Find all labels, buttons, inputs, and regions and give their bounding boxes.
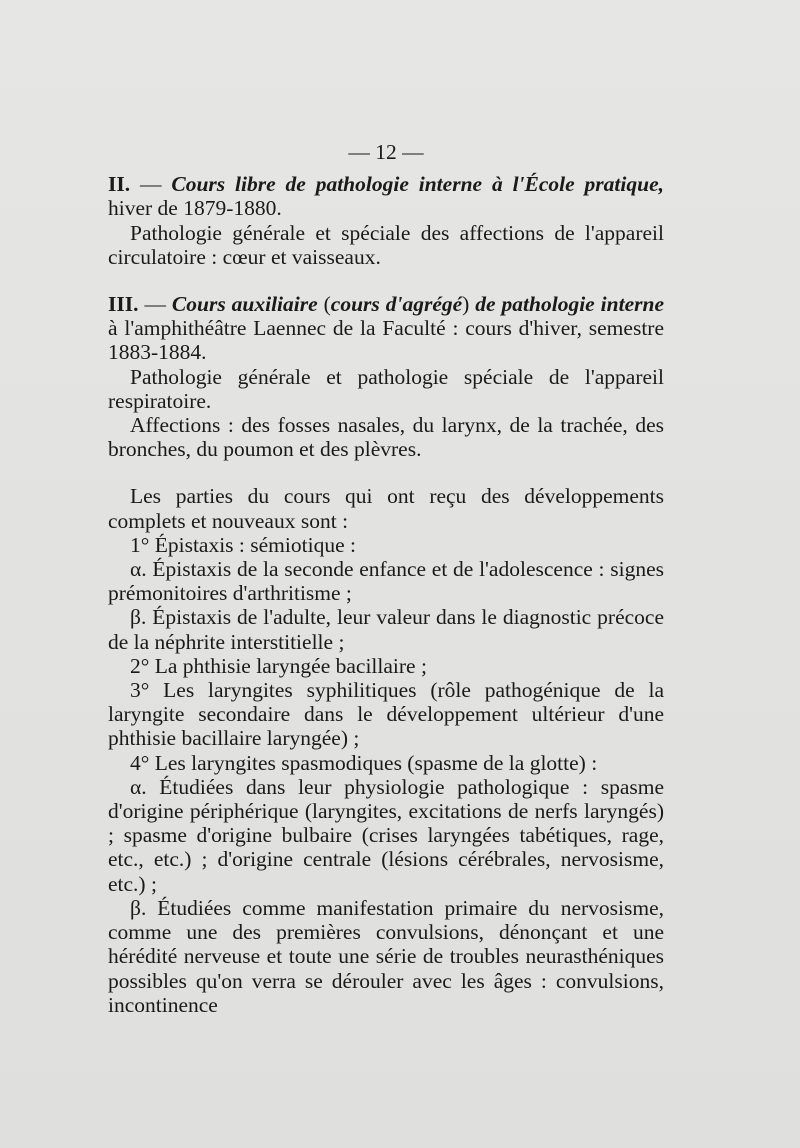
section-iii-title-1: Cours auxiliaire <box>171 292 318 317</box>
section-iii-paren-close: ) <box>462 292 476 317</box>
list-item-1b: β. Épistaxis de l'adulte, leur valeur dans le diagnostic précoce de la néphrite interstitielle ; <box>108 605 664 654</box>
section-iii-title-2: cours d'agrégé <box>330 292 463 317</box>
section-iii-numeral: III. <box>108 292 139 317</box>
section-ii-dash: — <box>130 172 172 197</box>
section-ii-rest: hiver de 1879-1880. <box>108 196 282 221</box>
section-ii-numeral: II. <box>108 172 131 197</box>
section-iii-dash: — <box>138 292 172 317</box>
section-ii-heading <box>108 172 664 220</box>
developments-intro: Les parties du cours qui ont reçu des développements complets et nouveaux sont : <box>108 484 664 533</box>
list-item-2: 2° La phthisie laryngée bacillaire ; <box>130 653 427 678</box>
section-iii-rest: à l'amphithéâtre Laennec de la Faculté : cours d'hiver, semestre 1883-1884. <box>108 316 664 365</box>
section-iii-para-2: Affections : des fosses nasales, du larynx, de la trachée, des bronches, du poumon et des plèvres. <box>108 413 664 462</box>
page-text <box>108 140 664 1017</box>
list-item-4b: β. Étudiées comme manifestation primaire du nervosisme, comme une des premières convulsions, dénonçant et une hérédité nerveuse et toute une série de troubles neurasthéniques possibles qu'on verra se dérouler avec les âges : convulsions, incontinence <box>108 895 664 1017</box>
section-iii-heading <box>108 292 664 365</box>
list-item-4a: α. Étudiées dans leur physiologie pathologique : spasme d'origine périphérique (laryngites, excitations de nerfs laryngés) ; spasme d'origine bulbaire (crises laryngées tabétiques, rage, etc., etc.) ; d'origine centrale (lésions cérébrales, nervosisme, etc.) ; <box>108 774 664 896</box>
page-number: — 12 — <box>348 140 424 164</box>
list-item-1a: α. Épistaxis de la seconde enfance et de l'adolescence : signes prémonitoires d'arthritisme ; <box>108 557 664 606</box>
section-iii-paren-open: ( <box>317 292 331 317</box>
section-iii-title-3: de pathologie interne <box>475 292 664 317</box>
list-item-4: 4° Les laryngites spasmodiques (spasme de la glotte) : <box>130 750 598 775</box>
section-iii-para-1: Pathologie générale et pathologie spéciale de l'appareil respiratoire. <box>108 364 664 413</box>
section-ii-title: Cours libre de pathologie interne à l'École pratique, <box>171 172 664 197</box>
list-item-1: 1° Épistaxis : sémiotique : <box>130 532 356 557</box>
list-item-3: 3° Les laryngites syphilitiques (rôle pathogénique de la laryngite secondaire dans le développement ultérieur d'une phthisie bacillaire laryngée) ; <box>108 678 664 751</box>
section-ii-para: Pathologie générale et spéciale des affections de l'appareil circulatoire : cœur et vaisseaux. <box>108 220 664 269</box>
